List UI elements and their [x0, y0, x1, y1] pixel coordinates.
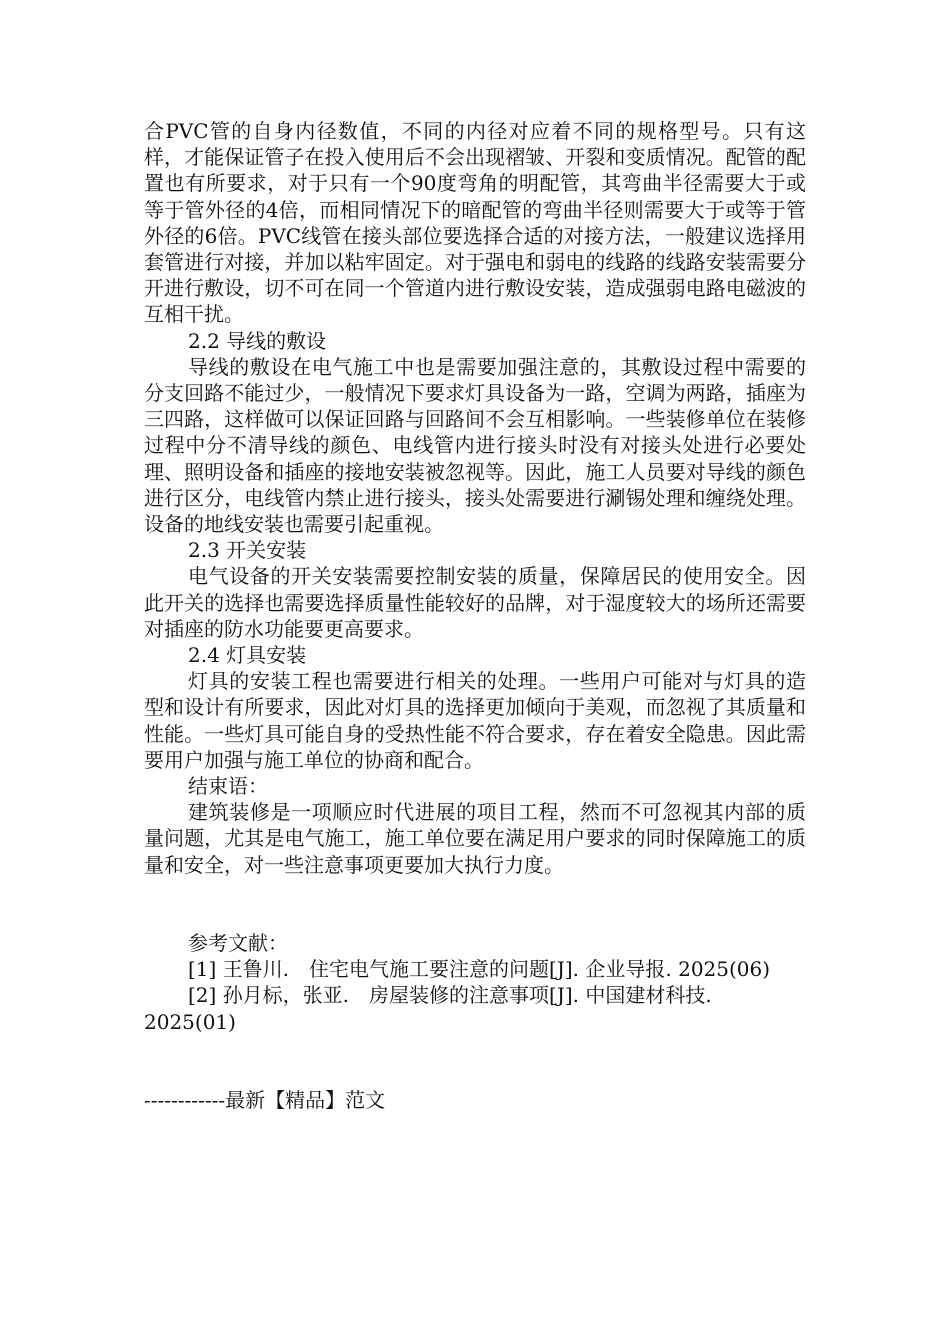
paragraph-intro: 合PVC管的自身内径数值，不同的内径对应着不同的规格型号。只有这样，才能保证管子在投入使用后不会出现褶皱、开裂和变质情况。配管的配置也有所要求，对于只有一个90度弯角的明配管，其弯曲半径需要大于或等于管外径的4倍，而相同情况下的暗配管的弯曲半径则需要大于或等于管外径的6倍。PVC线管在接头部位要选择合适的对接方法，一般建议选择用套管进行对接，并加以粘牢固定。对于强电和弱电的线路的线路安装需要分开进行敷设，切不可在同一个管道内进行敷设安装，造成强弱电路电磁波的互相干扰。 [144, 119, 806, 327]
conclusion-heading: 结束语： [188, 774, 268, 799]
references-title: 参考文献： [188, 930, 288, 955]
paragraph-2-3: 电气设备的开关安装需要控制安装的质量，保障居民的使用安全。因此开关的选择也需要选择质量性能较好的品牌，对于湿度较大的场所还需要对插座的防水功能要更高要求。 [144, 564, 806, 641]
paragraph-conclusion: 建筑装修是一项顺应时代进展的项目工程，然而不可忽视其内部的质量问题，尤其是电气施工，施工单位要在满足用户要求的同时保障施工的质量和安全，对一些注意事项更要加大执行力度。 [144, 800, 806, 877]
paragraph-2-4: 灯具的安装工程也需要进行相关的处理。一些用户可能对与灯具的造型和设计有所要求，因此对灯具的选择更加倾向于美观，而忽视了其质量和性能。一些灯具可能自身的受热性能不符合要求，存在着安全隐患。因此需要用户加强与施工单位的协商和配合。 [144, 669, 806, 772]
document-page [144, 118, 806, 1113]
section-heading-2-3: 2.3 开关安装 [188, 538, 307, 563]
spacer [144, 878, 806, 930]
reference-item-1: [1] 王鲁川. 住宅电气施工要注意的问题[J]. 企业导报. 2025(06) [188, 957, 771, 982]
section-heading-2-2: 2.2 导线的敷设 [188, 328, 327, 353]
spacer [144, 1035, 806, 1087]
footer-text: ------------最新【精品】范文 [144, 1087, 386, 1112]
reference-item-2: [2] 孙月标，张亚. 房屋装修的注意事项[J]. 中国建材科技. 2025(01) [144, 983, 712, 1034]
paragraph-2-2: 导线的敷设在电气施工中也是需要加强注意的，其敷设过程中需要的分支回路不能过少，一般情况下要求灯具设备为一路，空调为两路，插座为三四路，这样做可以保证回路与回路间不会互相影响。一些装修单位在装修过程中分不清导线的颜色、电线管内进行接头时没有对接头处进行必要处理、照明设备和插座的接地安装被忽视等。因此，施工人员要对导线的颜色进行区分，电线管内禁止进行接头，接头处需要进行涮锡处理和缠绕处理。设备的地线安装也需要引起重视。 [144, 354, 806, 537]
section-heading-2-4: 2.4 灯具安装 [188, 643, 307, 668]
